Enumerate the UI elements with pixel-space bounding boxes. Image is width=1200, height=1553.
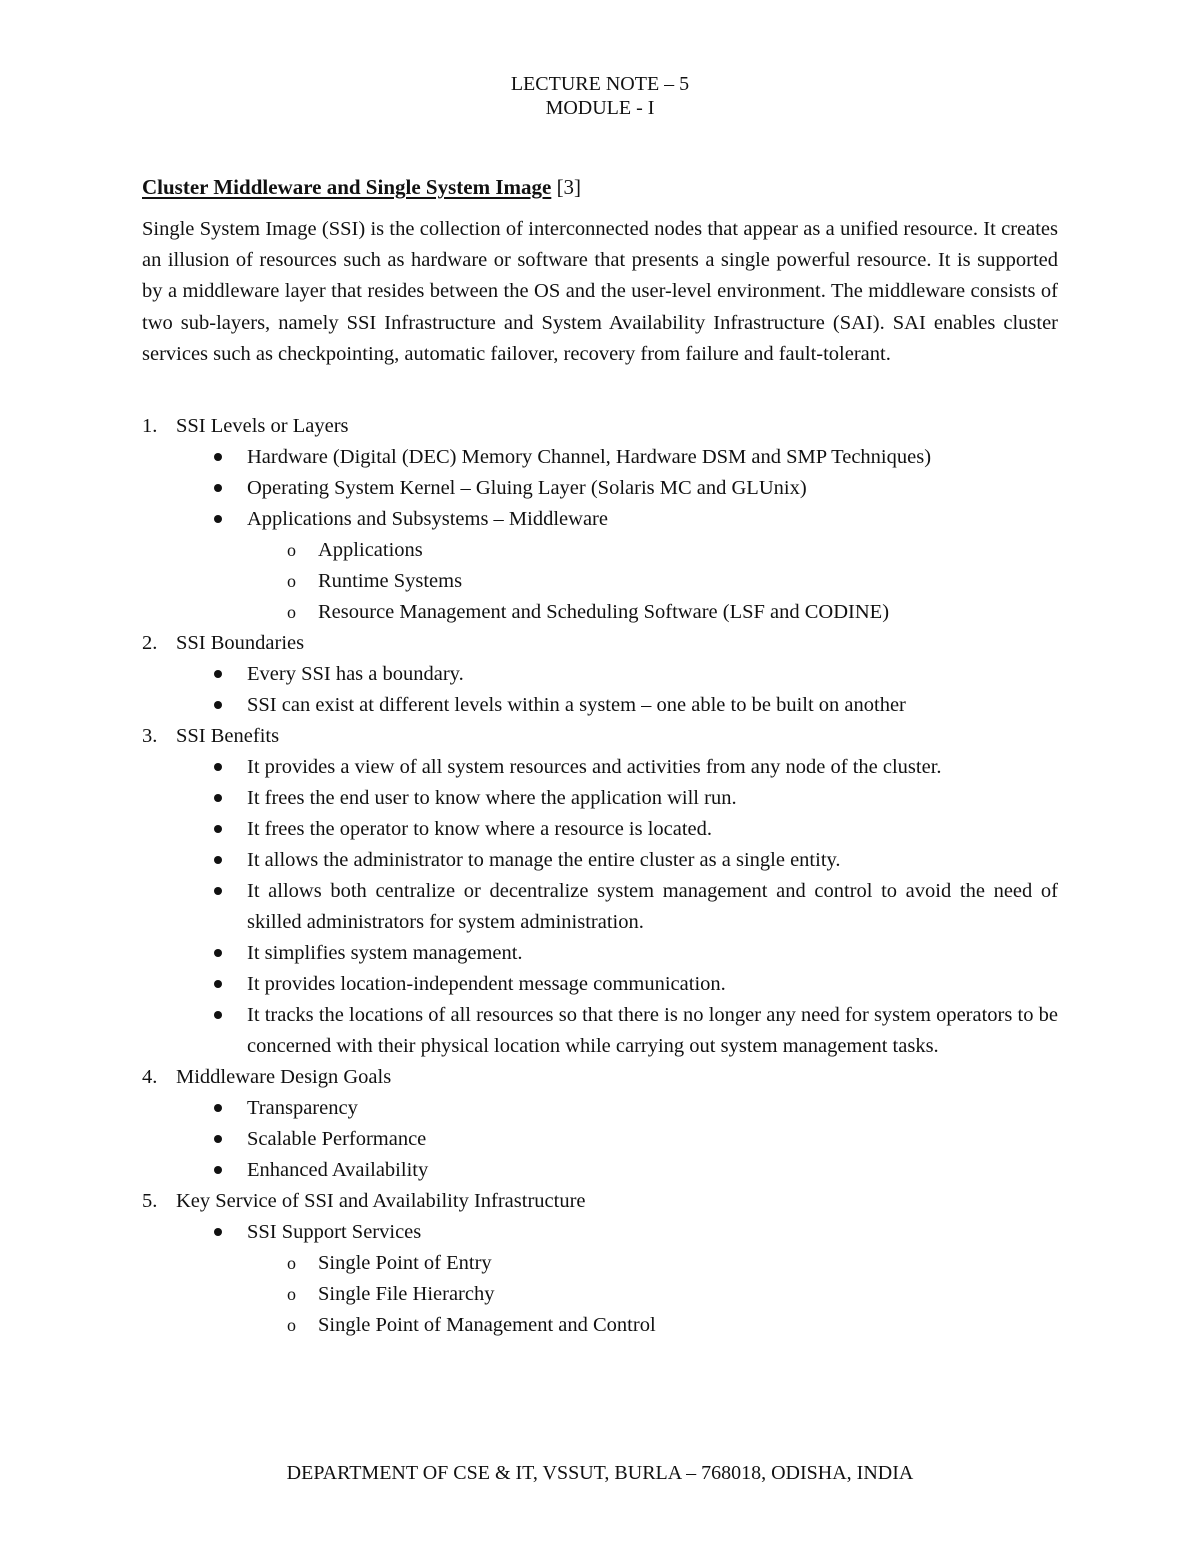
list-number: 3.	[142, 725, 158, 747]
bullet-icon	[214, 1000, 222, 1031]
lecture-note-label: LECTURE NOTE – 5	[510, 73, 690, 95]
bullet-item	[142, 659, 1058, 690]
bullet-text: It frees the operator to know where a resource is located.	[247, 818, 713, 840]
list-item	[142, 411, 1058, 442]
sub-bullet-item	[142, 1248, 1058, 1279]
list-item	[142, 628, 1058, 659]
list-item	[142, 1186, 1058, 1217]
sub-bullet-text: Single Point of Entry	[318, 1252, 492, 1274]
bullet-icon	[214, 876, 222, 907]
sub-bullet-text: Single Point of Management and Control	[318, 1314, 656, 1336]
sub-bullet-text: Resource Management and Scheduling Software (LSF and CODINE)	[318, 601, 890, 623]
list-item-label: SSI Levels or Layers	[176, 415, 349, 437]
bullet-text: Applications and Subsystems – Middleware	[247, 508, 608, 530]
bullet-item	[142, 473, 1058, 504]
bullet-item	[142, 1093, 1058, 1124]
sub-bullet-text: Applications	[318, 539, 423, 561]
bullet-icon	[214, 1155, 222, 1186]
bullet-icon	[214, 938, 222, 969]
bullet-item	[142, 442, 1058, 473]
bullet-text: It frees the end user to know where the application will run.	[247, 787, 737, 809]
bullet-text: Enhanced Availability	[247, 1159, 429, 1181]
list-number: 4.	[142, 1066, 158, 1088]
list-item-label: SSI Boundaries	[176, 632, 305, 654]
bullet-item	[142, 969, 1058, 1000]
bullet-text: SSI can exist at different levels within a system – one able to be built on another	[247, 694, 906, 716]
bullet-icon	[214, 473, 222, 504]
page-header	[0, 72, 1200, 120]
bullet-text: It provides location-independent message communication.	[247, 973, 726, 995]
bullet-icon	[214, 504, 222, 535]
bullet-text: It simplifies system management.	[247, 942, 523, 964]
bullet-icon	[214, 969, 222, 1000]
numbered-list	[142, 411, 1058, 1341]
bullet-item	[142, 876, 1058, 938]
list-item-label: Middleware Design Goals	[176, 1066, 392, 1088]
page-footer: DEPARTMENT OF CSE & IT, VSSUT, BURLA – 768018, ODISHA, INDIA	[286, 1462, 914, 1484]
bullet-text: It allows the administrator to manage the entire cluster as a single entity.	[247, 849, 841, 871]
bullet-icon	[214, 442, 222, 473]
bullet-item	[142, 1000, 1058, 1062]
circle-bullet-icon: o	[287, 602, 296, 622]
bullet-text: Transparency	[247, 1097, 358, 1119]
module-label: MODULE - I	[545, 97, 655, 119]
bullet-item	[142, 1217, 1058, 1248]
circle-bullet-icon: o	[287, 571, 296, 591]
bullet-icon	[214, 1124, 222, 1155]
bullet-icon	[214, 690, 222, 721]
list-number: 1.	[142, 415, 158, 437]
sub-bullet-item	[142, 1310, 1058, 1341]
section-title: Cluster Middleware and Single System Image	[142, 175, 552, 199]
bullet-item	[142, 783, 1058, 814]
bullet-icon	[214, 845, 222, 876]
list-item-label: Key Service of SSI and Availability Infrastructure	[176, 1190, 586, 1212]
bullet-text: It allows both centralize or decentralize system management and control to avoid the need of skilled administrators for system administration.	[247, 880, 1058, 933]
bullet-icon	[214, 1217, 222, 1248]
bullet-item	[142, 938, 1058, 969]
bullet-icon	[214, 1093, 222, 1124]
bullet-item	[142, 845, 1058, 876]
sub-bullet-item	[142, 566, 1058, 597]
circle-bullet-icon: o	[287, 1315, 296, 1335]
bullet-item	[142, 814, 1058, 845]
bullet-text: It provides a view of all system resources and activities from any node of the cluster.	[247, 756, 942, 778]
bullet-text: Scalable Performance	[247, 1128, 427, 1150]
sub-bullet-item	[142, 1279, 1058, 1310]
bullet-icon	[214, 659, 222, 690]
bullet-text: Every SSI has a boundary.	[247, 663, 464, 685]
sub-bullet-item	[142, 597, 1058, 628]
section-reference: [3]	[551, 175, 582, 199]
bullet-item	[142, 752, 1058, 783]
bullet-icon	[214, 814, 222, 845]
intro-paragraph: Single System Image (SSI) is the collection of interconnected nodes that appear as a unified resource. It creates an illusion of resources such as hardware or software that presents a single powerful resource. It is supported by a middleware layer that resides between the OS and the user-level environment. The middleware consists of two sub-layers, namely SSI Infrastructure and System Availability Infrastructure (SAI). SAI enables cluster services such as checkpointing, automatic failover, recovery from failure and fault-tolerant.	[142, 218, 1058, 365]
list-number: 5.	[142, 1190, 158, 1212]
bullet-item	[142, 504, 1058, 535]
circle-bullet-icon: o	[287, 1284, 296, 1304]
bullet-text: Hardware (Digital (DEC) Memory Channel, Hardware DSM and SMP Techniques)	[247, 446, 932, 468]
bullet-text: Operating System Kernel – Gluing Layer (Solaris MC and GLUnix)	[247, 477, 807, 499]
list-item	[142, 721, 1058, 752]
sub-bullet-text: Single File Hierarchy	[318, 1283, 495, 1305]
section-heading	[142, 174, 581, 200]
list-item	[142, 1062, 1058, 1093]
list-item-label: SSI Benefits	[176, 725, 280, 747]
sub-bullet-item	[142, 535, 1058, 566]
list-number: 2.	[142, 632, 158, 654]
circle-bullet-icon: o	[287, 1253, 296, 1273]
bullet-text: SSI Support Services	[247, 1221, 422, 1243]
bullet-text: It tracks the locations of all resources so that there is no longer any need for system operators to be concerned with their physical location while carrying out system management tasks.	[247, 1004, 1058, 1057]
bullet-item	[142, 690, 1058, 721]
bullet-icon	[214, 783, 222, 814]
bullet-item	[142, 1124, 1058, 1155]
sub-bullet-text: Runtime Systems	[318, 570, 463, 592]
bullet-item	[142, 1155, 1058, 1186]
circle-bullet-icon: o	[287, 540, 296, 560]
bullet-icon	[214, 752, 222, 783]
